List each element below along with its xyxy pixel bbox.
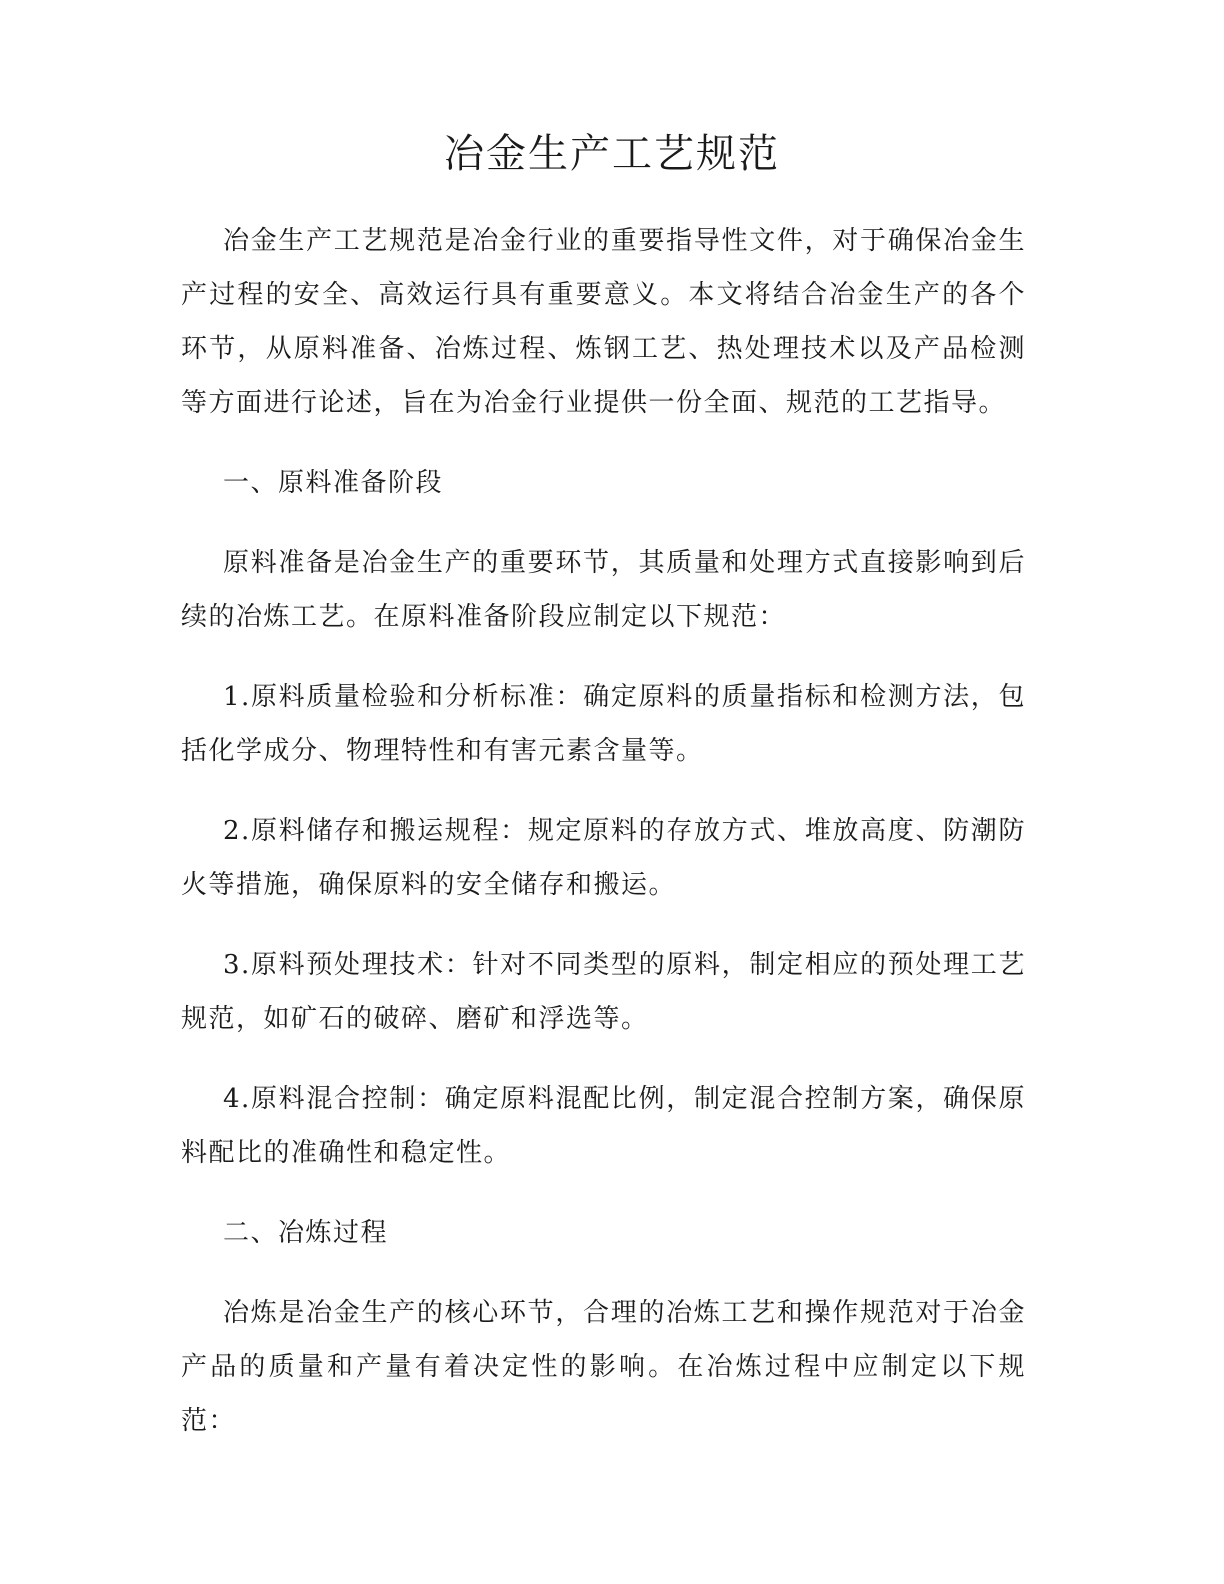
intro-paragraph: 冶金生产工艺规范是冶金行业的重要指导性文件，对于确保冶金生产过程的安全、高效运行具有重要意义。本文将结合冶金生产的各个环节，从原料准备、冶炼过程、炼钢工艺、热处理技术以及产品检测等方面进行论述，旨在为冶金行业提供一份全面、规范的工艺指导。 [181, 226, 1026, 418]
section-heading-smelting: 二、冶炼过程 [223, 1218, 389, 1248]
section-heading-raw-materials: 一、原料准备阶段 [223, 468, 444, 498]
raw-materials-paragraph: 原料准备是冶金生产的重要环节，其质量和处理方式直接影响到后续的冶炼工艺。在原料准备阶段应制定以下规范： [181, 548, 1026, 632]
list-item-3: 3.原料预处理技术：针对不同类型的原料，制定相应的预处理工艺规范，如矿石的破碎、磨矿和浮选等。 [181, 950, 1026, 1034]
list-item-1: 1.原料质量检验和分析标准：确定原料的质量指标和检测方法，包括化学成分、物理特性和有害元素含量等。 [181, 682, 1026, 766]
list-item-4: 4.原料混合控制：确定原料混配比例，制定混合控制方案，确保原料配比的准确性和稳定性。 [181, 1084, 1026, 1168]
list-item-2: 2.原料储存和搬运规程：规定原料的存放方式、堆放高度、防潮防火等措施，确保原料的安全储存和搬运。 [181, 816, 1026, 900]
document-title: 冶金生产工艺规范 [444, 131, 780, 177]
smelting-paragraph: 冶炼是冶金生产的核心环节，合理的冶炼工艺和操作规范对于冶金产品的质量和产量有着决定性的影响。在冶炼过程中应制定以下规范： [181, 1298, 1026, 1436]
document-body [181, 214, 1026, 1474]
